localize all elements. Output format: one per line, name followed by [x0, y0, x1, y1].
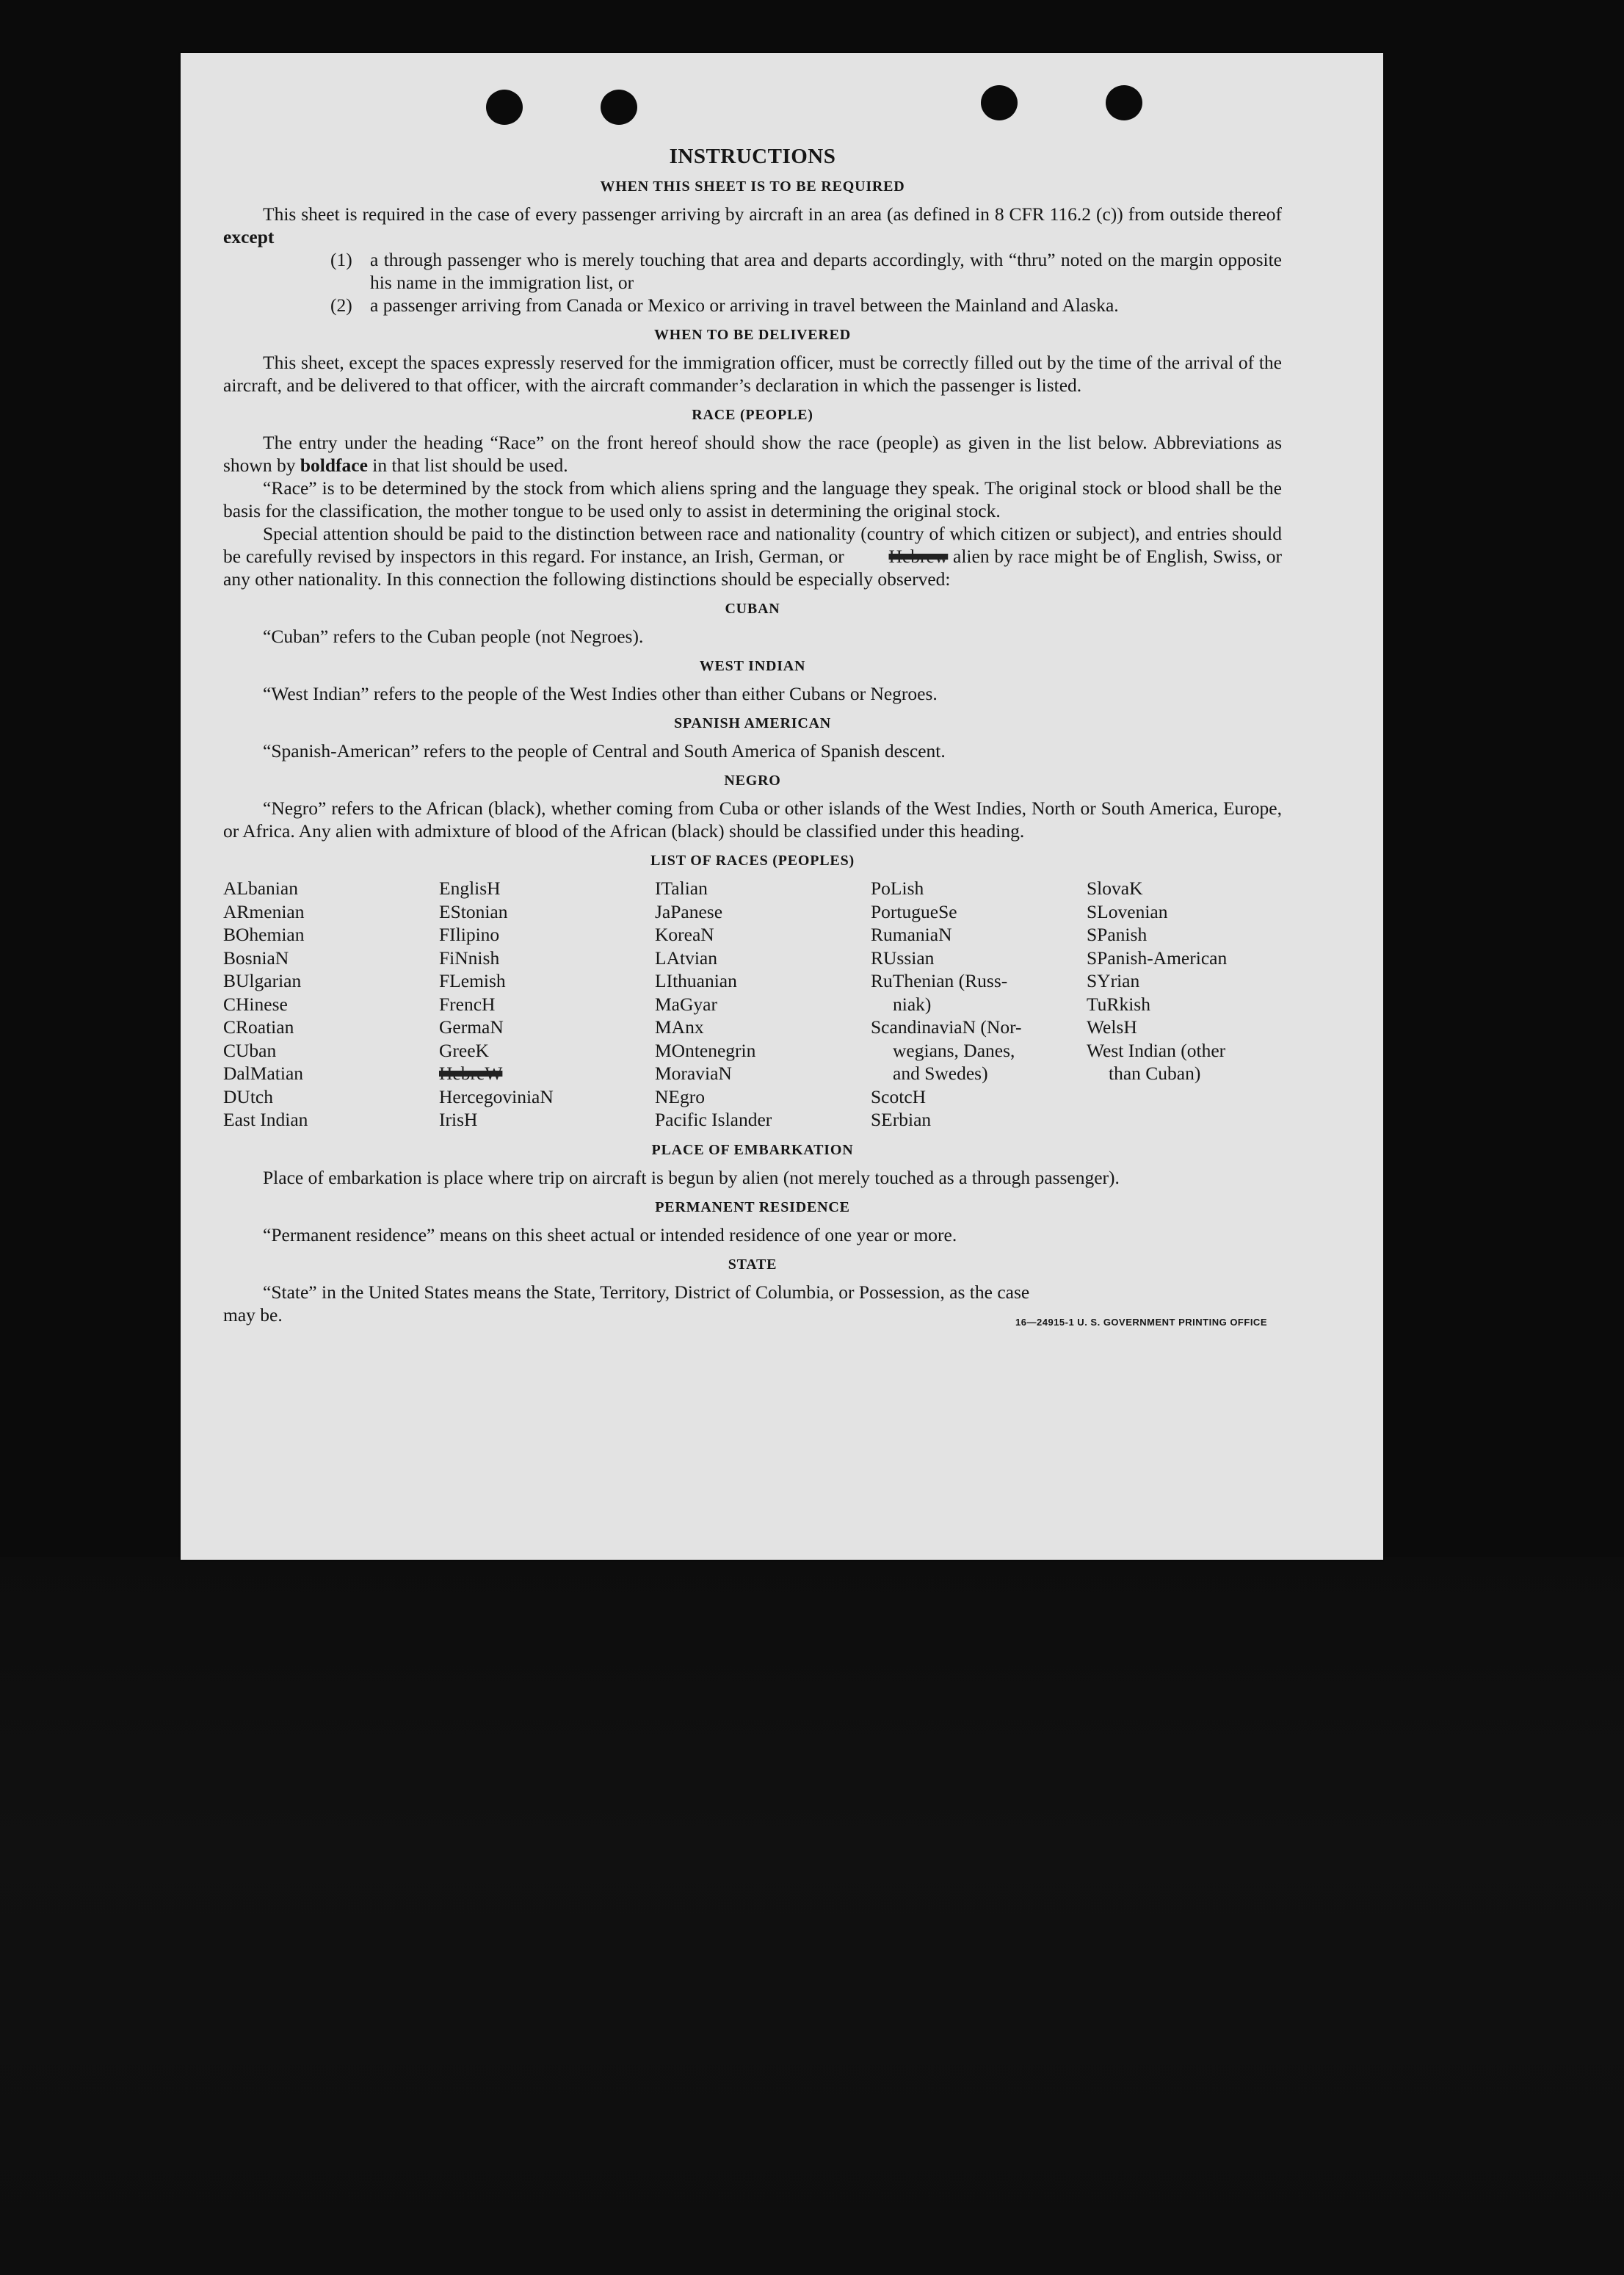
race-entry: LAtvian	[655, 947, 717, 969]
delivered-text: This sheet, except the spaces expressly reserved for the immigration officer, must be correctly filled out by the time of the arrival of the aircraft, and be delivered to that officer, with the aircraft commander’s declaration in which the passenger is listed.	[223, 352, 1282, 396]
cuban-text: “Cuban” refers to the Cuban people (not Negroes).	[263, 626, 644, 647]
race-entry: MaGyar	[655, 993, 717, 1015]
race-entry: RUssian	[871, 947, 935, 969]
required-item-2: (2) a passenger arriving from Canada or Mexico or arriving in travel between the Mainland and Alaska.	[330, 294, 1119, 316]
state-text-line-1: “State” in the United States means the State, Territory, District of Columbia, or Possession, as the case	[263, 1281, 1030, 1303]
race-entry: PoLish	[871, 878, 924, 899]
race-paragraph-3: Special attention should be paid to the distinction between race and nationality (country of which citizen or subject), and entries should be carefully revised by inspectors in this regard. For instance, an Irish, German, or Hebrew alien by race might be of English, Swiss, or any other nationality. In this connection the following distinctions should be especially observed:	[223, 523, 1282, 590]
section-heading-state: STATE	[728, 1256, 777, 1273]
race-entry: EStonian	[439, 900, 508, 922]
negro-text: “Negro” refers to the African (black), whether coming from Cuba or other islands of the West Indies, North or South America, Europe, or Africa. Any alien with admixture of blood of the African (black) should be classified under this heading.	[223, 797, 1282, 842]
race-entry: than Cuban)	[1109, 1063, 1201, 1084]
instructions-content	[223, 145, 1282, 1326]
race-entry: WelsH	[1087, 1016, 1137, 1038]
race-entry: JaPanese	[655, 900, 723, 922]
race-entry: BOhemian	[223, 924, 305, 945]
race-entry: BUlgarian	[223, 970, 302, 991]
races-column	[871, 877, 1087, 1132]
race-entry: ScandinaviaN (Nor-	[871, 1016, 1022, 1038]
section-heading-negro: NEGRO	[724, 773, 781, 789]
print-code: 16—24915-1 U. S. GOVERNMENT PRINTING OFFICE	[1015, 1316, 1267, 1328]
required-item-1: (1) a through passenger who is merely touching that area and departs accordingly, with “thru” noted on the margin opposite his name in the immigration list, or	[330, 249, 1282, 293]
race-entry: SPanish	[1087, 924, 1148, 945]
race-entry: GermaN	[439, 1016, 504, 1038]
race-entry: TuRkish	[1087, 993, 1150, 1015]
race-entry: SLovenian	[1087, 900, 1168, 922]
race-entry: East Indian	[223, 1109, 308, 1130]
race-entry: DUtch	[223, 1085, 273, 1107]
race-entry: ALbanian	[223, 878, 298, 899]
race-entry: SErbian	[871, 1109, 932, 1130]
section-heading-spanish-american: SPANISH AMERICAN	[673, 715, 832, 731]
section-heading-cuban: CUBAN	[725, 601, 780, 617]
race-entry: SYrian	[1087, 970, 1140, 991]
race-entry: MOntenegrin	[655, 1039, 756, 1061]
punch-hole	[486, 90, 523, 125]
races-column	[1087, 877, 1282, 1132]
race-entry: BosniaN	[223, 947, 289, 969]
race-paragraph-1: The entry under the heading “Race” on the front hereof should show the race (people) as given in the list below. Abbreviations as shown by boldface in that list should be used.	[223, 432, 1282, 476]
race-entry: RumaniaN	[871, 924, 952, 945]
spanish-american-text: “Spanish-American” refers to the people of Central and South America of Spanish descent.	[263, 740, 946, 762]
race-entry: GreeK	[439, 1039, 489, 1061]
section-heading-required: WHEN THIS SHEET IS TO BE REQUIRED	[600, 178, 905, 195]
race-entry: MAnx	[655, 1016, 704, 1038]
section-heading-residence: PERMANENT RESIDENCE	[655, 1198, 850, 1215]
races-column	[223, 877, 439, 1132]
race-entry: FiNnish	[439, 947, 500, 969]
race-entry: IrisH	[439, 1109, 478, 1130]
section-heading-west-indian: WEST INDIAN	[699, 658, 806, 674]
document-page	[181, 53, 1383, 1560]
punch-hole	[981, 85, 1018, 120]
race-entry: MoraviaN	[655, 1063, 732, 1084]
race-entry: HercegoviniaN	[439, 1085, 554, 1107]
race-entry: HebreW	[439, 1063, 503, 1084]
race-entry: SlovaK	[1087, 878, 1143, 899]
footer-row	[223, 1303, 1282, 1326]
residence-text: “Permanent residence” means on this sheet actual or intended residence of one year or more.	[263, 1223, 957, 1245]
race-entry: CHinese	[223, 993, 288, 1015]
races-list	[223, 877, 1282, 1132]
race-paragraph-2: “Race” is to be determined by the stock from which aliens spring and the language they speak. The original stock or blood shall be the basis for the classification, the mother tongue to be used only to assist in determining the original stock.	[223, 477, 1282, 521]
race-entry: CRoatian	[223, 1016, 294, 1038]
race-entry: FLemish	[439, 970, 506, 991]
races-column	[655, 877, 871, 1132]
scan-background	[0, 1557, 1624, 2275]
page-title: INSTRUCTIONS	[669, 145, 836, 168]
race-entry: PortugueSe	[871, 900, 957, 922]
section-heading-races-list: LIST OF RACES (PEOPLES)	[650, 853, 855, 869]
race-entry: niak)	[893, 993, 932, 1015]
race-entry: ScotcH	[871, 1085, 927, 1107]
section-heading-race: RACE (PEOPLE)	[692, 407, 813, 423]
embarkation-text: Place of embarkation is place where trip on aircraft is begun by alien (not merely touched as a through passenger).	[263, 1166, 1120, 1188]
race-entry: NEgro	[655, 1085, 705, 1107]
section-heading-delivered: WHEN TO BE DELIVERED	[653, 327, 852, 343]
race-entry: DalMatian	[223, 1063, 304, 1084]
west-indian-text: “West Indian” refers to the people of the West Indies other than either Cubans or Negroes.	[263, 683, 938, 704]
punch-hole	[1106, 85, 1142, 120]
race-entry: Pacific Islander	[655, 1109, 772, 1130]
required-intro: This sheet is required in the case of every passenger arriving by aircraft in an area (as defined in 8 CFR 116.2 (c)) from outside thereof except	[223, 203, 1282, 247]
race-entry: KoreaN	[655, 924, 714, 945]
races-column	[439, 877, 655, 1132]
section-heading-embarkation: PLACE OF EMBARKATION	[651, 1141, 854, 1158]
race-entry: EnglisH	[439, 878, 501, 899]
race-entry: FrencH	[439, 993, 496, 1015]
race-entry: West Indian (other	[1087, 1039, 1226, 1061]
race-entry: and Swedes)	[893, 1063, 988, 1084]
race-entry: LIthuanian	[655, 970, 737, 991]
state-text-line-2: may be.	[223, 1303, 283, 1325]
race-entry: ITalian	[655, 878, 708, 899]
race-entry: SPanish-American	[1087, 947, 1228, 969]
race-entry: wegians, Danes,	[893, 1039, 1015, 1061]
race-entry: RuThenian (Russ-	[871, 970, 1008, 991]
race-entry: ARmenian	[223, 900, 305, 922]
race-entry: CUban	[223, 1039, 277, 1061]
race-entry: FIlipino	[439, 924, 500, 945]
struck-word: Hebrew	[888, 546, 949, 567]
punch-hole	[601, 90, 637, 125]
